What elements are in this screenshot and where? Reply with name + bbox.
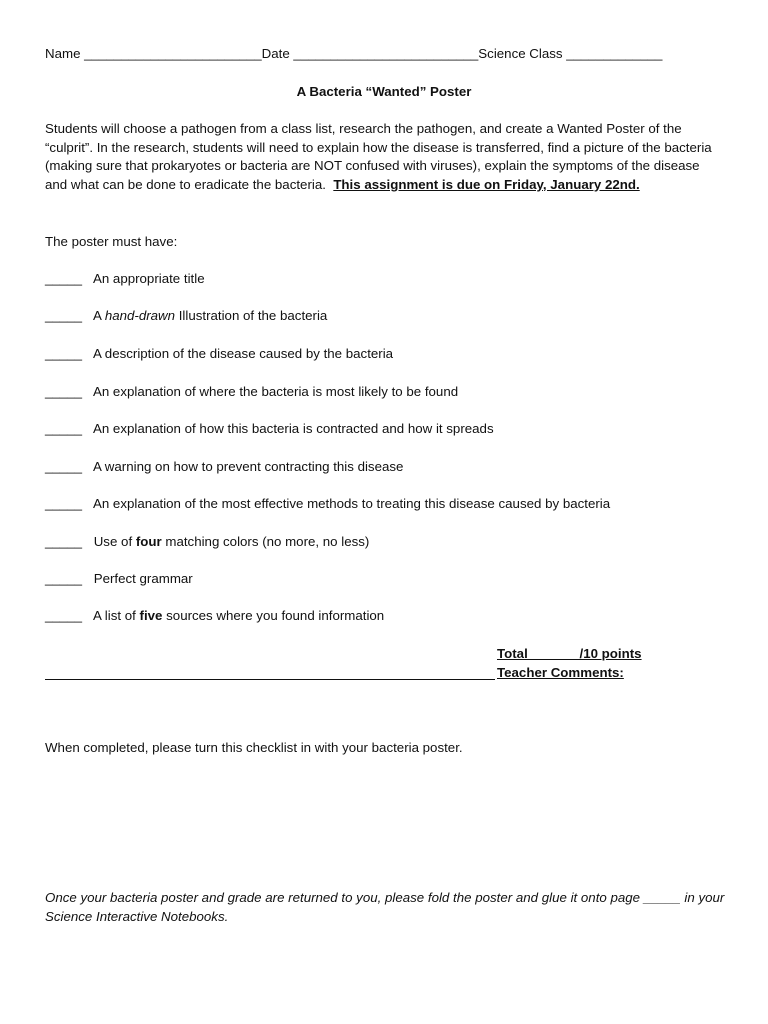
check-blank[interactable]: _____ (45, 534, 82, 549)
checklist-item (45, 420, 494, 438)
intro-text: Students will choose a pathogen from a class list, research the pathogen, and create a Wanted Poster of the “culprit”. In the research, students will need to explain how the disease is transferred, find a picture of the bacteria (making sure that prokaryotes or bacteria are NOT confused with viruses), explain the symptoms of the disease and what can be done to eradicate the bacteria. (45, 121, 712, 192)
checklist-item-text: An explanation of the most effective methods to treating this disease caused by bacteria (92, 496, 611, 511)
checklist-item-text: A hand-drawn Illustration of the bacteria (92, 308, 328, 323)
checklist-item-text: A description of the disease caused by the bacteria (92, 346, 394, 361)
check-blank[interactable]: _____ (45, 271, 82, 286)
checklist-item-text: An appropriate title (92, 271, 205, 286)
checklist-item-text: Use of four matching colors (no more, no less) (93, 534, 370, 549)
checklist-item (45, 533, 369, 551)
checklist-item (45, 307, 327, 325)
check-blank[interactable]: _____ (45, 571, 82, 586)
intro-paragraph (45, 120, 720, 194)
page-title: A Bacteria “Wanted” Poster (296, 84, 472, 99)
check-blank[interactable]: _____ (45, 608, 82, 623)
check-blank[interactable]: _____ (45, 346, 82, 361)
checklist-item (45, 607, 384, 625)
check-blank[interactable]: _____ (45, 496, 82, 511)
checklist-item-text: Perfect grammar (93, 571, 193, 586)
check-blank[interactable]: _____ (45, 459, 82, 474)
checklist-item-text: An explanation of how this bacteria is contracted and how it spreads (92, 421, 494, 436)
checklist-item-text: An explanation of where the bacteria is most likely to be found (92, 384, 459, 399)
notebook-instructions: Once your bacteria poster and grade are returned to you, please fold the poster and glue it onto page _____ in your Science Interactive Notebooks. (45, 890, 725, 924)
checklist-item (45, 383, 458, 401)
checklist-item (45, 458, 403, 476)
turn-in-instructions: When completed, please turn this checklist in with your bacteria poster. (45, 740, 463, 755)
teacher-comments-label: Teacher Comments: (497, 665, 624, 680)
check-blank[interactable]: _____ (45, 308, 82, 323)
check-blank[interactable]: _____ (45, 421, 82, 436)
checklist-item-text: A warning on how to prevent contracting this disease (92, 459, 404, 474)
comment-line[interactable] (45, 679, 495, 680)
check-blank[interactable]: _____ (45, 384, 82, 399)
total-points[interactable]: Total /10 points (497, 646, 642, 661)
student-info-line[interactable]: Name ________________________Date _________________________Science Class _____________ (45, 46, 663, 61)
checklist-heading: The poster must have: (45, 234, 178, 249)
checklist-item (45, 570, 193, 588)
checklist-item (45, 345, 393, 363)
checklist-item (45, 495, 610, 513)
checklist-item-text: A list of five sources where you found information (92, 608, 385, 623)
checklist-item (45, 270, 205, 288)
due-date-notice: This assignment is due on Friday, January 22nd. (333, 176, 640, 192)
